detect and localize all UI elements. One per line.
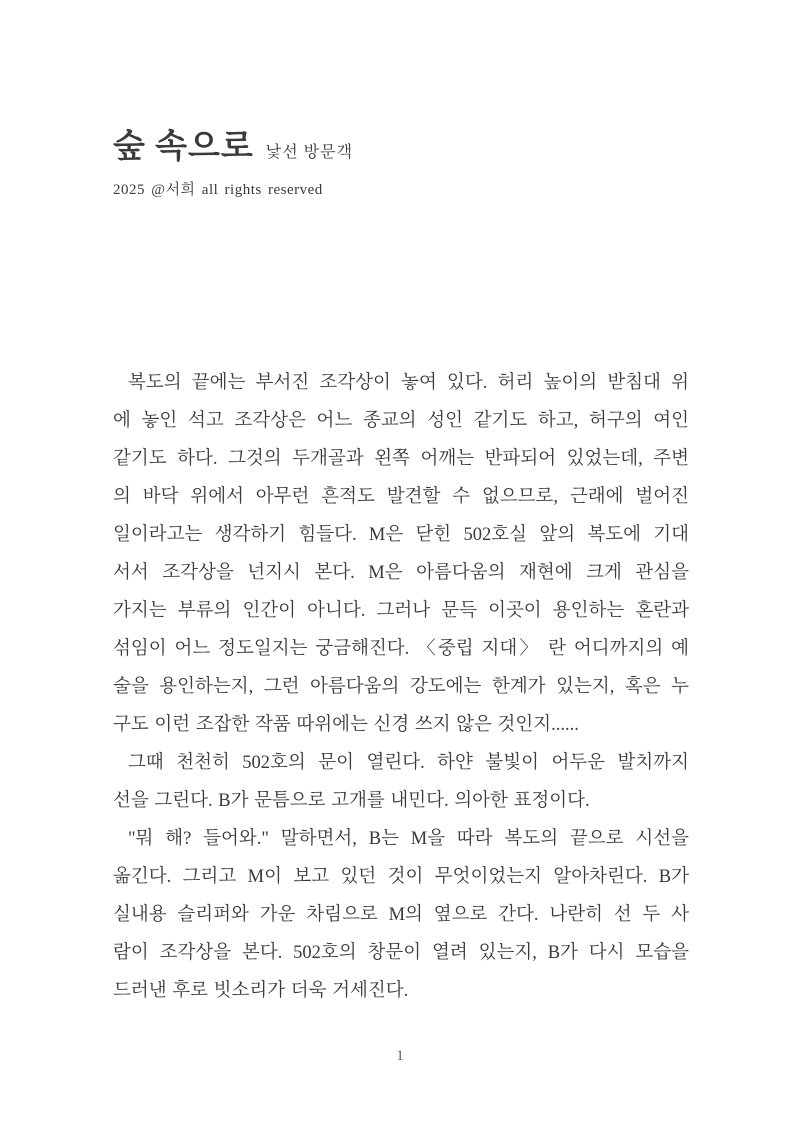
text-line: 옮긴다. 그리고 M이 보고 있던 것이 무엇이었는지 알아차린다. B가 <box>113 867 689 887</box>
text-line: 구도 이런 조잡한 작품 따위에는 신경 쓰지 않은 것인지...... <box>113 715 579 735</box>
text-line: 일이라고는 생각하기 힘들다. M은 닫힌 502호실 앞의 복도에 기대 <box>113 525 689 545</box>
text-line: 섞임이 어느 정도일지는 궁금해진다. 〈중립 지대〉 란 어디까지의 예 <box>113 639 689 659</box>
document-header <box>113 120 713 199</box>
text-line: 복도의 끝에는 부서진 조각상이 놓여 있다. 허리 높이의 받침대 위 <box>128 373 689 393</box>
text-line: 람이 조각상을 본다. 502호의 창문이 열려 있는지, B가 다시 모습을 <box>113 943 689 963</box>
text-line: 같기도 하다. 그것의 두개골과 왼쪽 어깨는 반파되어 있었는데, 주변 <box>113 449 689 469</box>
text-line: 가지는 부류의 인간이 아니다. 그러나 문득 이곳이 용인하는 혼란과 <box>113 601 689 621</box>
text-line: 그때 천천히 502호의 문이 열린다. 하얀 불빛이 어두운 발치까지 <box>128 753 689 773</box>
text-line: "뭐 해? 들어와." 말하면서, B는 M을 따라 복도의 끝으로 시선을 <box>128 829 689 849</box>
page-number: 1 <box>396 1048 404 1064</box>
page-subtitle: 낯선 방문객 <box>265 144 354 161</box>
text-line: 에 놓인 석고 조각상은 어느 종교의 성인 같기도 하고, 허구의 여인 <box>113 411 689 431</box>
text-line: 술을 용인하는지, 그런 아름다움의 강도에는 한계가 있는지, 혹은 누 <box>113 677 689 697</box>
text-line: 의 바닥 위에서 아무런 흔적도 발견할 수 없으므로, 근래에 벌어진 <box>113 487 689 507</box>
document-body <box>113 364 689 1010</box>
page-title: 숲 속으로 <box>113 129 254 165</box>
text-line: 서서 조각상을 넌지시 본다. M은 아름다움의 재현에 크게 관심을 <box>113 563 689 583</box>
text-line: 드러낸 후로 빗소리가 더욱 거세진다. <box>113 981 409 1001</box>
text-line: 선을 그린다. B가 문틈으로 고개를 내민다. 의아한 표정이다. <box>113 791 590 811</box>
copyright-line: 2025 @서희 all rights reserved <box>113 182 323 198</box>
text-line: 실내용 슬리퍼와 가운 차림으로 M의 옆으로 간다. 나란히 선 두 사 <box>113 905 689 925</box>
